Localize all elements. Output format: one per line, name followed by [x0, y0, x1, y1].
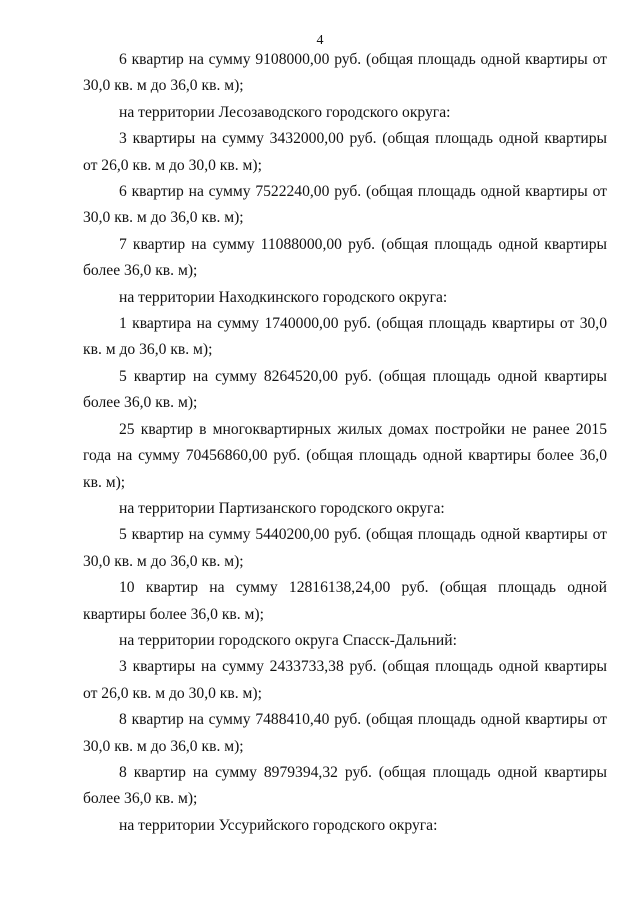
page-number: 4 [316, 33, 324, 48]
paragraph: 10 квартир на сумму 12816138,24,00 руб. (общая площадь одной квартиры более 36,0 кв. м); [83, 579, 607, 623]
paragraph: 3 квартиры на сумму 2433733,38 руб. (общая площадь одной квартиры от 26,0 кв. м до 30,0 кв. м); [83, 658, 607, 702]
section-heading: на территории городского округа Спасск-Дальний: [119, 631, 457, 649]
paragraph: 5 квартир на сумму 8264520,00 руб. (общая площадь одной квартиры более 36,0 кв. м); [83, 367, 607, 412]
paragraph: 6 квартир на сумму 9108000,00 руб. (общая площадь одной квартиры от 30,0 кв. м до 36,0 кв. м); [83, 51, 607, 95]
paragraph: 7 квартир на сумму 11088000,00 руб. (общая площадь одной квартиры более 36,0 кв. м); [83, 235, 607, 280]
section-heading: на территории Находкинского городского округа: [119, 288, 448, 306]
paragraph: 6 квартир на сумму 7522240,00 руб. (общая площадь одной квартиры от 30,0 кв. м до 36,0 кв. м); [83, 183, 607, 227]
paragraph: 3 квартиры на сумму 3432000,00 руб. (общая площадь одной квартиры от 26,0 кв. м до 30,0 кв. м); [83, 130, 607, 174]
paragraph: 5 квартир на сумму 5440200,00 руб. (общая площадь одной квартиры от 30,0 кв. м до 36,0 кв. м); [83, 526, 607, 570]
paragraph: 8 квартир на сумму 8979394,32 руб. (общая площадь одной квартиры более 36,0 кв. м); [83, 763, 607, 808]
paragraph: 25 квартир в многоквартирных жилых домах постройки не ранее 2015 года на сумму 70456860,00 руб. (общая площадь одной квартиры более 36,0 кв. м); [83, 420, 607, 491]
document-body [83, 47, 607, 839]
section-heading: на территории Лесозаводского городского округа: [119, 103, 451, 121]
section-heading: на территории Партизанского городского округа: [119, 499, 445, 517]
paragraph: 8 квартир на сумму 7488410,40 руб. (общая площадь одной квартиры от 30,0 кв. м до 36,0 кв. м); [83, 711, 607, 755]
section-heading: на территории Уссурийского городского округа: [119, 816, 438, 834]
paragraph: 1 квартира на сумму 1740000,00 руб. (общая площадь квартиры от 30,0 кв. м до 36,0 кв. м); [83, 315, 607, 359]
